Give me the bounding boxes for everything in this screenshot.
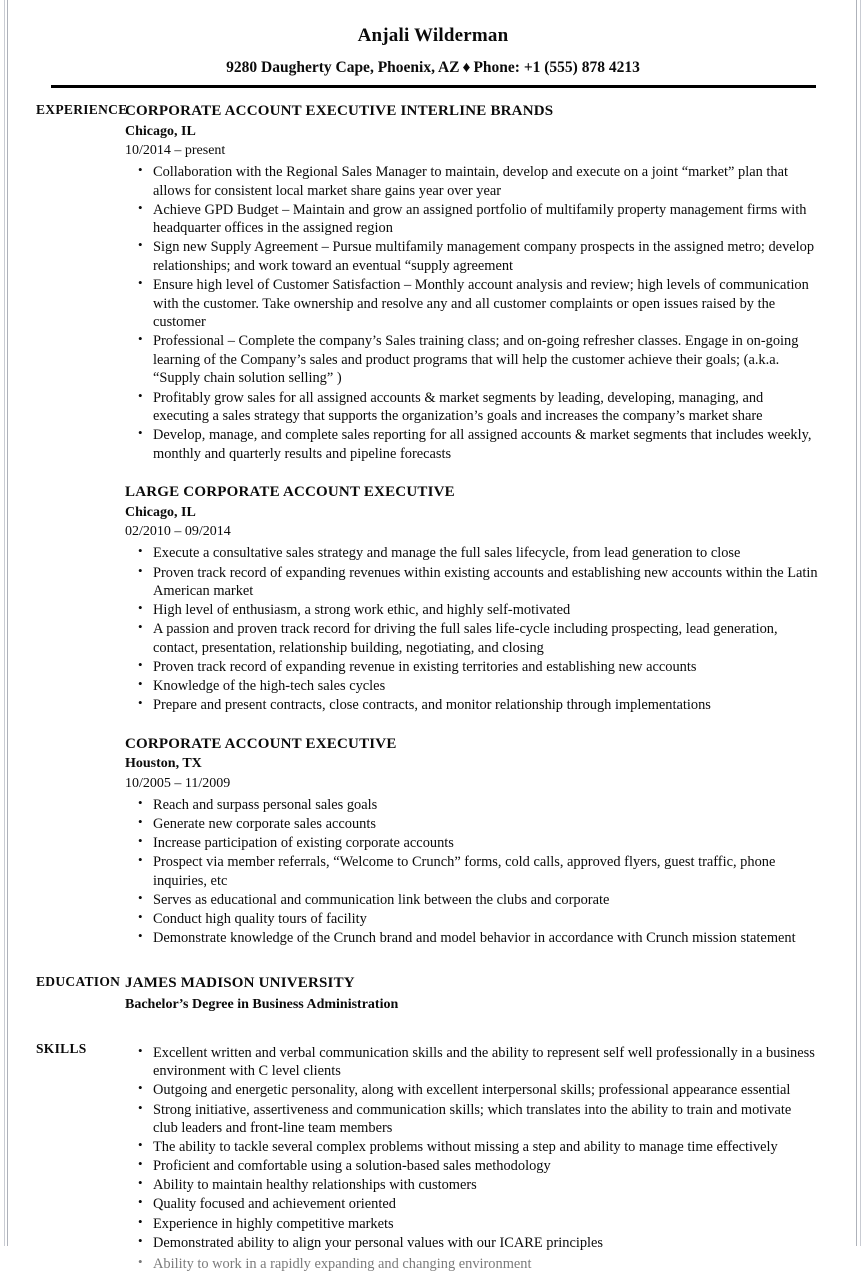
- list-item: • Proven track record of expanding revenues within existing accounts and establishing new accounts within the Latin American market: [125, 564, 818, 601]
- job-location: Chicago, IL: [125, 123, 196, 139]
- list-item: • Ensure high level of Customer Satisfaction – Monthly account analysis and review; high levels of communication with the customer. Take ownership and resolve any and all customer complaints or open issues raised by the customer: [125, 276, 818, 332]
- experience-section: [0, 102, 866, 948]
- list-item: • Strong initiative, assertiveness and communication skills; which translates into the ability to train and motivate club leaders and front-line team members: [125, 1101, 818, 1138]
- list-item: • Sign new Supply Agreement – Pursue multifamily management company prospects in the assigned metro; develop relationships; and work toward an eventual “supply agreement: [125, 238, 818, 275]
- list-item: • Excellent written and verbal communication skills and the ability to represent self well professionally in a business environment with C level clients: [125, 1044, 818, 1081]
- list-item: • Reach and surpass personal sales goals: [125, 796, 818, 815]
- education-degree: Bachelor’s Degree in Business Administration: [125, 996, 399, 1012]
- section-label-experience: EXPERIENCE: [36, 101, 128, 117]
- list-item: • Execute a consultative sales strategy and manage the full sales lifecycle, from lead generation to close: [125, 544, 818, 563]
- list-item: • Proficient and comfortable using a solution-based sales methodology: [125, 1157, 818, 1176]
- list-item: • Achieve GPD Budget – Maintain and grow an assigned portfolio of multifamily property management firms with headquarter offices in the assigned region: [125, 201, 818, 238]
- job-bullet-list: [125, 796, 818, 948]
- contact-phone: Phone: +1 (555) 878 4213: [473, 58, 640, 76]
- resume-header: [0, 0, 866, 88]
- education-body: [125, 974, 866, 1014]
- job-dates: 10/2014 – present: [125, 142, 226, 158]
- list-item: • Experience in highly competitive markets: [125, 1215, 818, 1234]
- skills-bullet-list: [125, 1044, 818, 1252]
- list-item: • Ability to maintain healthy relationships with customers: [125, 1176, 818, 1195]
- job-title: LARGE CORPORATE ACCOUNT EXECUTIVE: [125, 484, 455, 501]
- education-school: JAMES MADISON UNIVERSITY: [125, 974, 355, 991]
- experience-entry: [125, 483, 818, 714]
- diamond-separator-icon: ♦: [462, 58, 471, 76]
- education-section: [0, 974, 866, 1014]
- candidate-contact-line: [0, 59, 866, 76]
- list-item: • Ability to work in a rapidly expanding and changing environment: [125, 1255, 818, 1274]
- list-item: • Generate new corporate sales accounts: [125, 815, 818, 834]
- skills-bullet-list-clipped: [125, 1255, 818, 1273]
- skills-section: [0, 1040, 866, 1273]
- list-item: • Develop, manage, and complete sales reporting for all assigned accounts & market segments that includes weekly, monthly and quarterly results and pipeline forecasts: [125, 426, 818, 463]
- list-item: • Quality focused and achievement oriented: [125, 1195, 818, 1214]
- list-item: • Increase participation of existing corporate accounts: [125, 834, 818, 853]
- job-title: CORPORATE ACCOUNT EXECUTIVE INTERLINE BRANDS: [125, 102, 554, 119]
- list-item: • Professional – Complete the company’s Sales training class; and on-going refresher classes. Engage in on-going learning of the Company’s sales and product programs that will help the customer achieve their goals; (a.k.a. “Supply chain solution selling” ): [125, 332, 818, 388]
- list-item: • Prospect via member referrals, “Welcome to Crunch” forms, cold calls, approved flyers, guest traffic, phone inquiries, etc: [125, 853, 818, 890]
- contact-address: 9280 Daugherty Cape, Phoenix, AZ: [226, 58, 460, 76]
- job-location: Chicago, IL: [125, 505, 196, 521]
- list-item: • Outgoing and energetic personality, along with excellent interpersonal skills; professional appearance essential: [125, 1081, 818, 1100]
- job-bullet-list: [125, 544, 818, 714]
- list-item: • High level of enthusiasm, a strong work ethic, and highly self-motivated: [125, 601, 818, 620]
- experience-entry: [125, 102, 818, 463]
- experience-body: [125, 102, 866, 948]
- list-item: • Collaboration with the Regional Sales Manager to maintain, develop and execute on a joint “market” plan that allows for consistent local market share gains year over year: [125, 163, 818, 200]
- list-item: • A passion and proven track record for driving the full sales life-cycle including prospecting, lead generation, contact, presentation, relationship building, negotiating, and closing: [125, 620, 818, 657]
- list-item: • Demonstrated ability to align your personal values with our ICARE principles: [125, 1234, 818, 1253]
- candidate-name: Anjali Wilderman: [357, 25, 509, 46]
- list-item: • Demonstrate knowledge of the Crunch brand and model behavior in accordance with Crunch mission statement: [125, 929, 818, 948]
- job-location: Houston, TX: [125, 756, 202, 772]
- section-label-education: EDUCATION: [36, 973, 121, 989]
- list-item: • Conduct high quality tours of facility: [125, 910, 818, 929]
- list-item: • Profitably grow sales for all assigned accounts & market segments by leading, developing, managing, and executing a sales strategy that supports the organization’s goals and increases the company’s market share: [125, 389, 818, 426]
- skills-body: [125, 1041, 866, 1273]
- section-label-skills: SKILLS: [36, 1040, 87, 1056]
- list-item: • The ability to tackle several complex problems without missing a step and ability to manage time effectively: [125, 1138, 818, 1157]
- experience-entry: [125, 735, 818, 948]
- list-item: • Knowledge of the high-tech sales cycles: [125, 677, 818, 696]
- job-bullet-list: [125, 163, 818, 463]
- job-title: CORPORATE ACCOUNT EXECUTIVE: [125, 735, 397, 752]
- list-item: • Proven track record of expanding revenue in existing territories and establishing new accounts: [125, 658, 818, 677]
- list-item: • Prepare and present contracts, close contracts, and monitor relationship through implementations: [125, 696, 818, 715]
- header-divider-rule: [51, 85, 816, 88]
- job-dates: 10/2005 – 11/2009: [125, 775, 231, 791]
- list-item: • Serves as educational and communication link between the clubs and corporate: [125, 891, 818, 910]
- job-dates: 02/2010 – 09/2014: [125, 524, 231, 540]
